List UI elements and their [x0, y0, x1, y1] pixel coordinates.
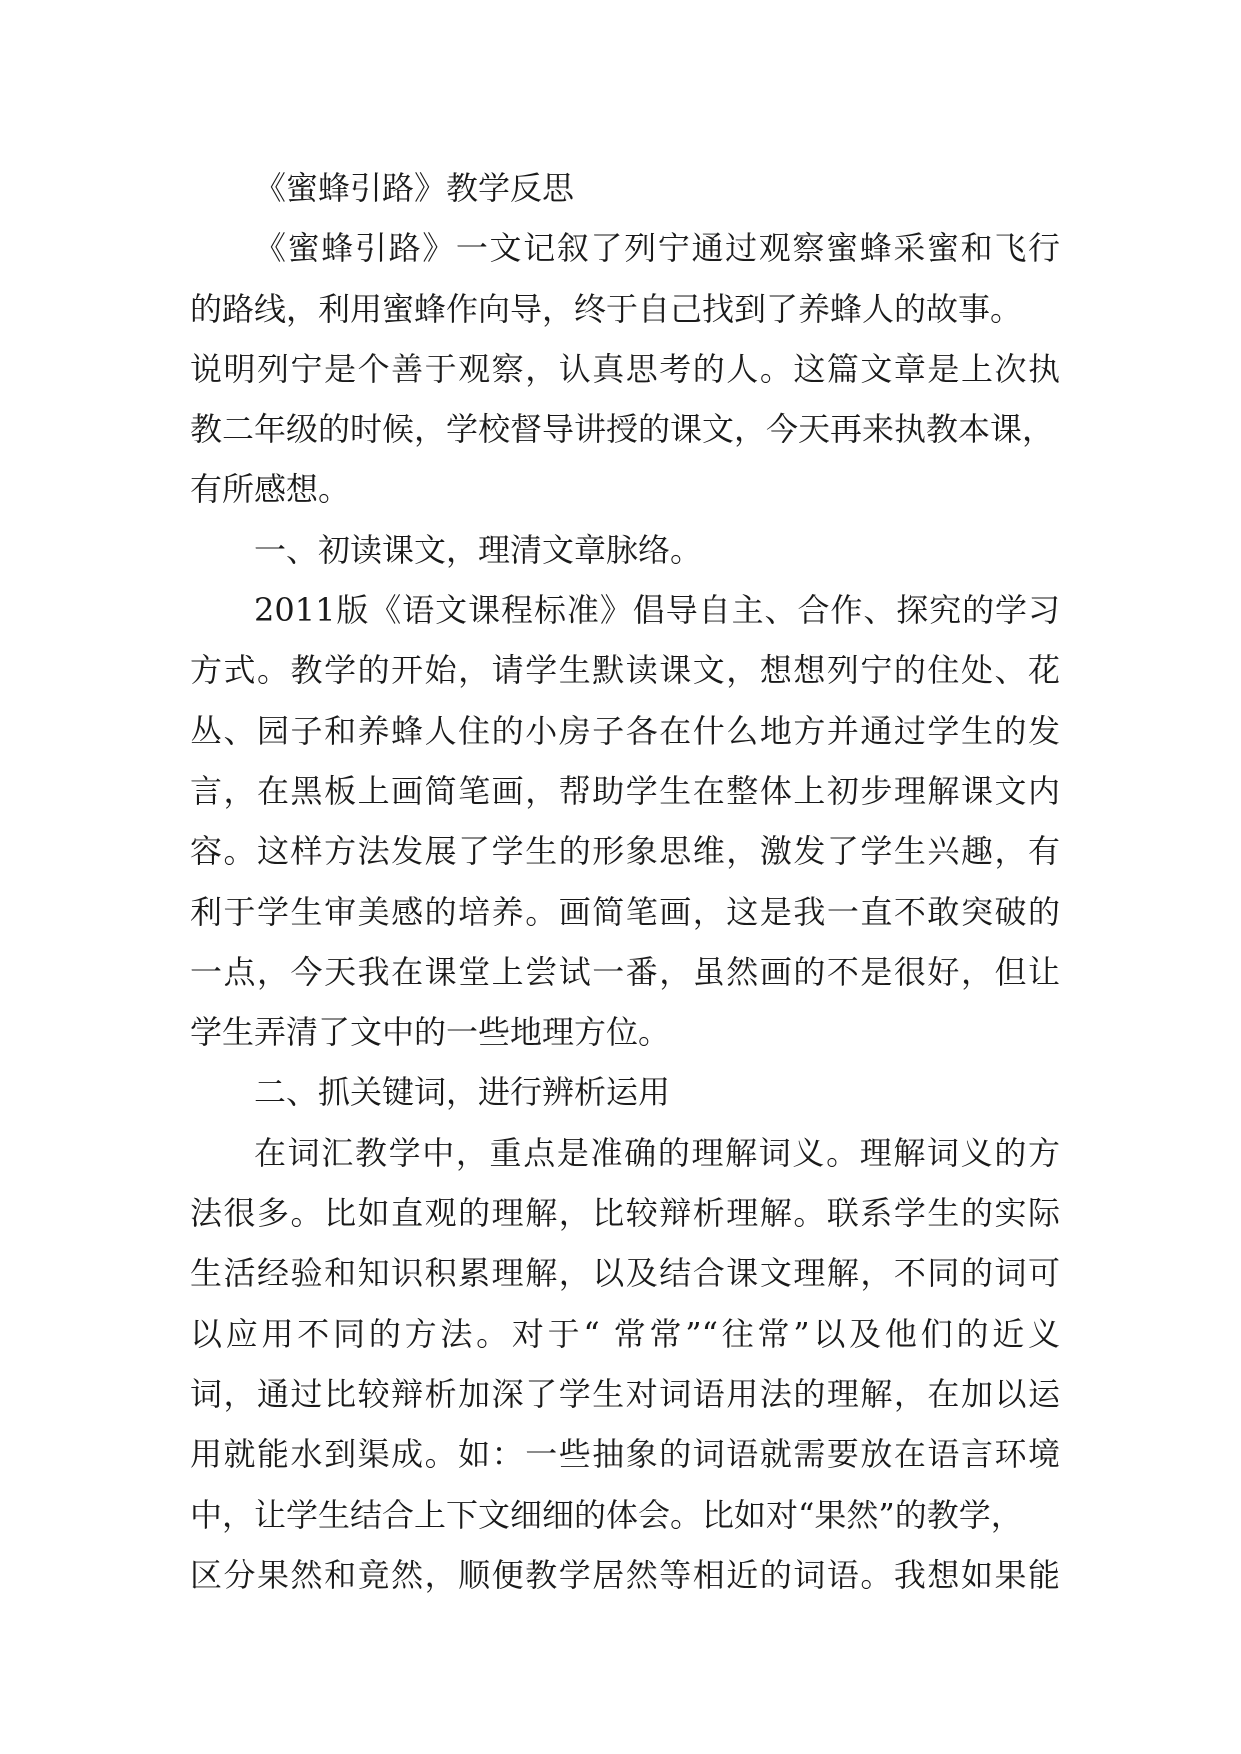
text-line: 有所感想。	[190, 470, 351, 509]
text-line: 区分果然和竟然，顺便教学居然等相近的词语。我想如果能	[190, 1555, 1060, 1594]
section-heading: 一、初读课文，理清文章脉络。	[254, 530, 703, 569]
text-line: 丛、园子和养蜂人住的小房子各在什么地方并通过学生的发	[190, 711, 1060, 750]
text-line: 教二年级的时候，学校督导讲授的课文，今天再来执教本课，	[190, 410, 1055, 449]
text-line: 生活经验和知识积累理解，以及结合课文理解，不同的词可	[190, 1254, 1060, 1293]
text-line: 的路线，利用蜜蜂作向导，终于自己找到了养蜂人的故事。	[190, 289, 1023, 328]
document-title: 《蜜蜂引路》教学反思	[254, 169, 575, 207]
text-line: 中，让学生结合上下文细细的体会。比如对“果然”的教学，	[190, 1495, 1023, 1534]
text-line: 学生弄清了文中的一些地理方位。	[190, 1013, 671, 1052]
text-line: 法很多。比如直观的理解，比较辩析理解。联系学生的实际	[190, 1194, 1060, 1233]
text-line: 以应用不同的方法。对于“ 常常”“往常”以及他们的近义	[190, 1314, 1060, 1353]
text-line: 容。这样方法发展了学生的形象思维，激发了学生兴趣，有	[190, 832, 1060, 871]
text-line: 方式。教学的开始，请学生默读课文，想想列宁的住处、花	[190, 651, 1060, 690]
section-heading: 二、抓关键词，进行辨析运用	[254, 1073, 671, 1112]
text-line: 用就能水到渠成。如：一些抽象的词语就需要放在语言环境	[190, 1435, 1060, 1474]
text-line: 言，在黑板上画简笔画，帮助学生在整体上初步理解课文内	[190, 771, 1060, 810]
document-page	[190, 158, 1060, 1605]
text-line: 词，通过比较辩析加深了学生对词语用法的理解，在加以运	[190, 1374, 1060, 1413]
text-line: 一点，今天我在课堂上尝试一番，虽然画的不是很好，但让	[190, 952, 1060, 991]
text-line: 在词汇教学中，重点是准确的理解词义。理解词义的方	[254, 1133, 1060, 1172]
text-line: 利于学生审美感的培养。画简笔画，这是我一直不敢突破的	[190, 892, 1060, 931]
text-line: 《蜜蜂引路》一文记叙了列宁通过观察蜜蜂采蜜和飞行	[254, 229, 1060, 268]
text-line: 2011版《语文课程标准》倡导自主、合作、探究的学习	[254, 591, 1060, 630]
text-line: 说明列宁是个善于观察，认真思考的人。这篇文章是上次执	[190, 349, 1060, 388]
